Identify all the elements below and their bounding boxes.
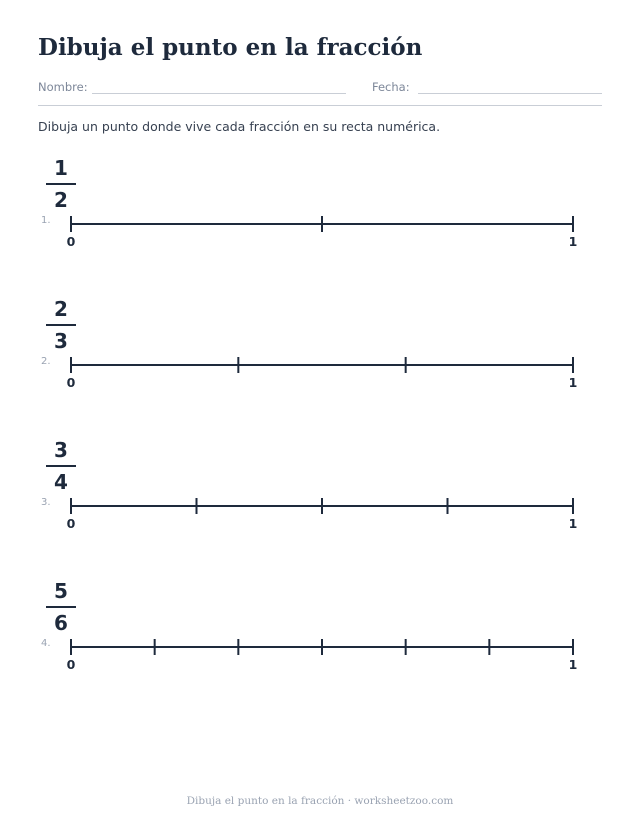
start-label: 0	[66, 516, 76, 531]
fraction	[46, 438, 76, 494]
fraction-numerator: 3	[54, 438, 68, 462]
end-label: 1	[568, 657, 578, 672]
start-label: 0	[66, 375, 76, 390]
fraction-numerator: 5	[54, 579, 68, 603]
fraction	[46, 156, 76, 212]
date-field-line[interactable]	[418, 93, 602, 94]
fraction-numerator: 1	[54, 156, 68, 180]
fraction-denominator: 2	[54, 188, 68, 212]
end-label: 1	[568, 234, 578, 249]
header-divider	[38, 105, 602, 106]
fraction-bar	[46, 183, 76, 185]
problem-number: 3.	[41, 497, 51, 508]
start-label: 0	[66, 657, 76, 672]
problem-4	[0, 579, 640, 699]
problem-number: 1.	[41, 215, 51, 226]
problem-number: 4.	[41, 638, 51, 649]
problem-3	[0, 438, 640, 558]
problem-number: 2.	[41, 356, 51, 367]
number-line[interactable]	[0, 347, 640, 377]
end-label: 1	[568, 516, 578, 531]
fraction-bar	[46, 324, 76, 326]
name-field-line[interactable]	[92, 93, 346, 94]
fraction	[46, 297, 76, 353]
fraction-numerator: 2	[54, 297, 68, 321]
date-label: Fecha:	[372, 80, 410, 94]
fraction-denominator: 3	[54, 329, 68, 353]
footer: Dibuja el punto en la fracción · worksheetzoo.com	[186, 795, 454, 807]
number-line[interactable]	[0, 488, 640, 518]
number-line[interactable]	[0, 629, 640, 659]
worksheet-title: Dibuja el punto en la fracción	[38, 34, 423, 61]
start-label: 0	[66, 234, 76, 249]
fraction	[46, 579, 76, 635]
number-line[interactable]	[0, 206, 640, 236]
name-label: Nombre:	[38, 80, 88, 94]
instructions: Dibuja un punto donde vive cada fracción en su recta numérica.	[38, 119, 441, 134]
problem-1	[0, 156, 640, 276]
fraction-denominator: 4	[54, 470, 68, 494]
fraction-bar	[46, 465, 76, 467]
problem-2	[0, 297, 640, 417]
end-label: 1	[568, 375, 578, 390]
fraction-bar	[46, 606, 76, 608]
fraction-denominator: 6	[54, 611, 68, 635]
